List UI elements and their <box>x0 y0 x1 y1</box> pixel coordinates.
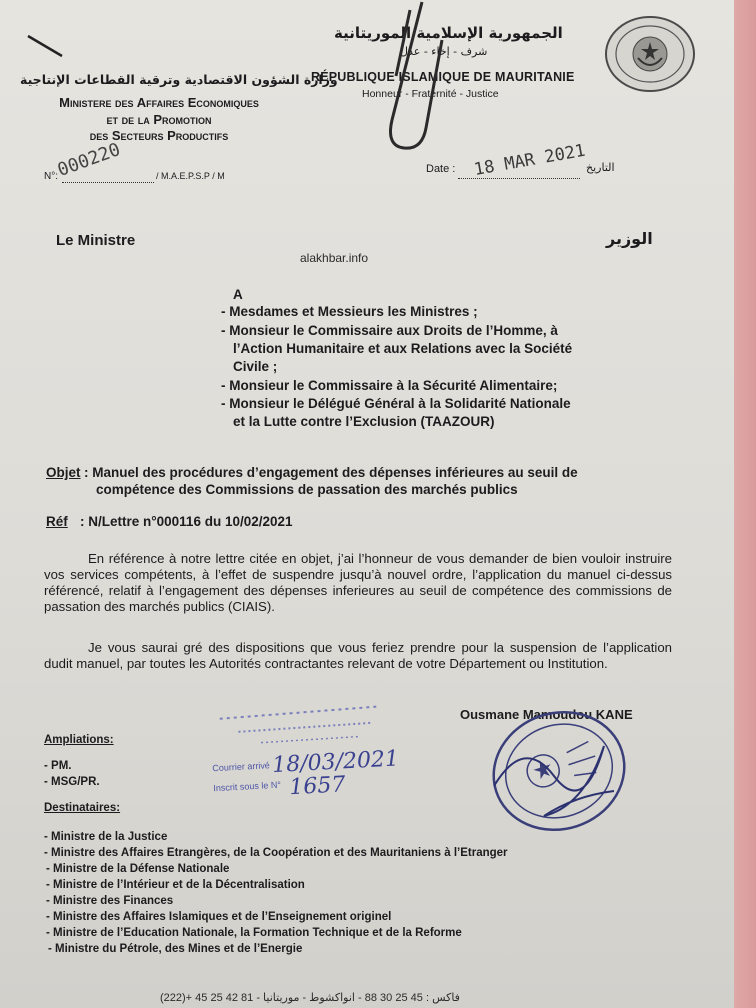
ref-label: Réf <box>46 514 68 529</box>
recipients-prefix: A <box>233 287 243 302</box>
ampliations-label: Ampliations: <box>44 734 114 746</box>
recipient-item: - Monsieur le Commissaire aux Droits de l’Homme, à <box>221 323 558 338</box>
arabic-motto: شرف - إخاء - عدل <box>400 45 488 58</box>
footer-contact: (222)+ 45 25 42 81 - فاكس : 45 25 30 88 - انواكشوط - موريتانيا <box>160 992 460 1004</box>
body-paragraph-2: Je vous saurai gré des dispositions que vous feriez prendre pour la suspension de l’application dudit manuel, par toutes les Autorités contractantes relevant de votre Département ou Institution. <box>44 640 672 671</box>
reception-stamp <box>209 699 414 819</box>
ministry-name-line-1: Ministere des Affaires Economiques <box>59 95 259 110</box>
signatory-name: Ousmane Mamoudou KANE <box>460 707 633 722</box>
destinataire-item: - Ministre de la Défense Nationale <box>46 863 230 875</box>
french-republic-title: RÉPUBLIQUE ISLAMIQUE DE MAURITANIE <box>311 70 575 84</box>
ampliation-item: - MSG/PR. <box>44 776 100 788</box>
date-stamp: 18 MAR 2021 <box>472 140 587 180</box>
recipient-item: et la Lutte contre l’Exclusion (TAAZOUR) <box>233 414 495 429</box>
reception-stamp-date: 18/03/2021 <box>271 746 400 779</box>
ampliation-item: - PM. <box>44 760 72 772</box>
watermark: alakhbar.info <box>300 251 369 265</box>
recipient-item: - Mesdames et Messieurs les Ministres ; <box>221 304 478 319</box>
recipient-item: - Monsieur le Commissaire à la Sécurité Alimentaire; <box>221 378 558 393</box>
sender-title-french: Le Ministre <box>56 232 136 249</box>
destinataire-item: - Ministre des Finances <box>46 895 174 907</box>
destinataire-item: - Ministre des Affaires Etrangères, de la Coopération et des Mauritaniens à l’Etranger <box>44 847 508 859</box>
destinataire-item: - Ministre du Pétrole, des Mines et de l’Energie <box>48 943 303 955</box>
paperclip <box>370 0 450 160</box>
body-paragraph-1: En référence à notre lettre citée en objet, j’ai l’honneur de vous demander de bien vouloir instruire vos services compétents, à l’effet de suspendre jusqu’à nouvel ordre, l’application du manuel ci-dessus référencé, relatif à l’engagement des dépenses inferieures au seuil de compétence des commissions de passation des marchés publics (CIAIS). <box>44 551 672 614</box>
destinataire-item: - Ministre de l’Education Nationale, la Formation Technique et de la Reforme <box>46 927 462 939</box>
subject-line-1: : Manuel des procédures d’engagement des dépenses inférieures au seuil de <box>84 465 578 480</box>
date-label: Date : <box>426 163 456 175</box>
subject-label: Objet <box>46 465 81 480</box>
arabic-date-label: التاريخ <box>586 161 615 174</box>
destinataires-label: Destinataires: <box>44 802 121 814</box>
reference-number-label: N°: <box>44 171 58 182</box>
destinataire-item: - Ministre de la Justice <box>44 831 168 843</box>
ministry-name-line-2: et de la Promotion <box>106 112 212 127</box>
reference-number-stamp: 000220 <box>54 139 124 181</box>
destinataire-item: - Ministre des Affaires Islamiques et de l’Enseignement originel <box>46 911 392 923</box>
sender-title-arabic: الوزير <box>606 229 653 248</box>
french-motto: Honneur - Fraternité - Justice <box>362 88 499 100</box>
recipient-item: - Monsieur le Délégué Général à la Solidarité Nationale <box>221 396 571 411</box>
recipient-item: Civile ; <box>233 359 278 374</box>
reception-stamp-received: Courrier arrivé <box>212 760 271 774</box>
ref-text: : N/Lettre n°000116 du 10/02/2021 <box>80 514 293 529</box>
reception-stamp-number: 1657 <box>288 772 347 801</box>
reception-stamp-registered: Inscrit sous le N° <box>213 779 282 794</box>
arabic-ministry-name: وزارة الشؤون الاقتصادية وترقية القطاعات الإنتاجية <box>20 72 338 87</box>
national-emblem-seal <box>602 14 698 94</box>
pink-folder-edge <box>734 0 756 1008</box>
ministry-name-line-3: des Secteurs Productifs <box>89 128 229 143</box>
reference-number-suffix: / M.A.E.P.S.P / M <box>156 171 225 181</box>
recipient-item: l’Action Humanitaire et aux Relations avec la Société <box>233 341 573 356</box>
arabic-republic-title: الجمهورية الإسلامية الموريتانية <box>334 24 563 42</box>
destinataire-item: - Ministre de l’Intérieur et de la Décentralisation <box>46 879 305 891</box>
ministry-seal-stamp <box>484 696 634 846</box>
pen-mark <box>26 34 66 60</box>
subject-line-2: compétence des Commissions de passation des marchés publics <box>96 482 518 497</box>
